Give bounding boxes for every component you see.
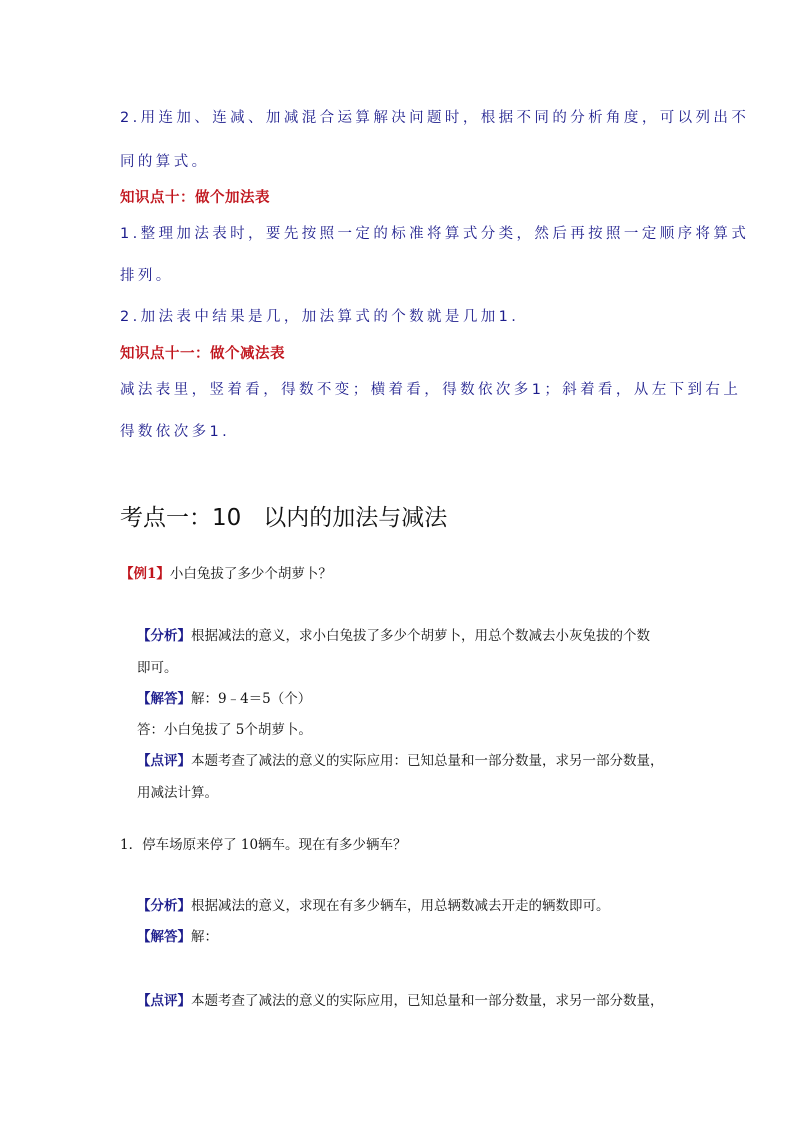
problem-1-answer-line (137, 925, 218, 945)
problem-1-comment-line (137, 989, 664, 1009)
example-1-comment-line-2: 用减法计算。 (137, 785, 218, 801)
problem-1-question: 1．停车场原来停了 10辆车。现在有多少辆车？ (120, 837, 407, 853)
comment-tag: 【点评】 (137, 753, 191, 769)
analysis-tag: 【分析】 (137, 628, 191, 644)
example-1-analysis-line-2: 即可。 (137, 660, 178, 676)
knowledge-line-2: 同的算式。 (120, 154, 210, 170)
example-1-answer-line-2: 答：小白兔拔了 5个胡萝卜。 (137, 722, 312, 738)
example-1-question: 小白兔拔了多少个胡萝卜？ (169, 566, 332, 582)
analysis-text-1: 根据减法的意义，求小白兔拔了多少个胡萝卜，用总个数减去小灰兔拔的个数 (191, 628, 650, 644)
knowledge-line-7: 得数依次多1. (120, 424, 231, 440)
example-1-question-line (120, 562, 332, 582)
problem-1-answer-text: 解： (191, 929, 218, 945)
problem-1-analysis-tag: 【分析】 (137, 898, 191, 914)
example-1-answer-line (137, 687, 311, 707)
knowledge-line-6: 减法表里，竖着看，得数不变；横着看，得数依次多1；斜着看，从左下到右上 (120, 382, 742, 398)
answer-tag: 【解答】 (137, 691, 191, 707)
problem-1-answer-tag: 【解答】 (137, 929, 191, 945)
knowledge-line-3: 1.整理加法表时，要先按照一定的标准将算式分类，然后再按照一定顺序将算式 (120, 226, 750, 242)
knowledge-line-1: 2.用连加、连减、加减混合运算解决问题时，根据不同的分析角度，可以列出不 (120, 110, 750, 126)
problem-1-comment-text: 本题考查了减法的意义的实际应用，已知总量和一部分数量，求另一部分数量， (191, 993, 664, 1009)
exam-point-title-b: 以内的加法与减法 (263, 505, 448, 531)
answer-text: 解：9﹣4＝5（个） (191, 691, 312, 707)
knowledge-line-5: 2.加法表中结果是几，加法算式的个数就是几加1. (120, 309, 520, 325)
knowledge-line-4: 排列。 (120, 268, 174, 284)
exam-point-title (120, 499, 447, 532)
example-1-analysis-line-1 (137, 624, 650, 644)
comment-text-1: 本题考查了减法的意义的实际应用：已知总量和一部分数量，求另一部分数量， (191, 753, 664, 769)
knowledge-point-10-heading: 知识点十：做个加法表 (120, 190, 270, 206)
problem-1-comment-tag: 【点评】 (137, 993, 191, 1009)
exam-point-title-a: 考点一：10 (120, 505, 242, 531)
problem-1-analysis-text: 根据减法的意义，求现在有多少辆车，用总辆数减去开走的辆数即可。 (191, 898, 610, 914)
example-1-comment-line-1 (137, 749, 664, 769)
example-1-tag: 【例1】 (120, 566, 170, 582)
knowledge-point-11-heading: 知识点十一：做个减法表 (120, 346, 285, 362)
problem-1-analysis-line (137, 894, 610, 914)
